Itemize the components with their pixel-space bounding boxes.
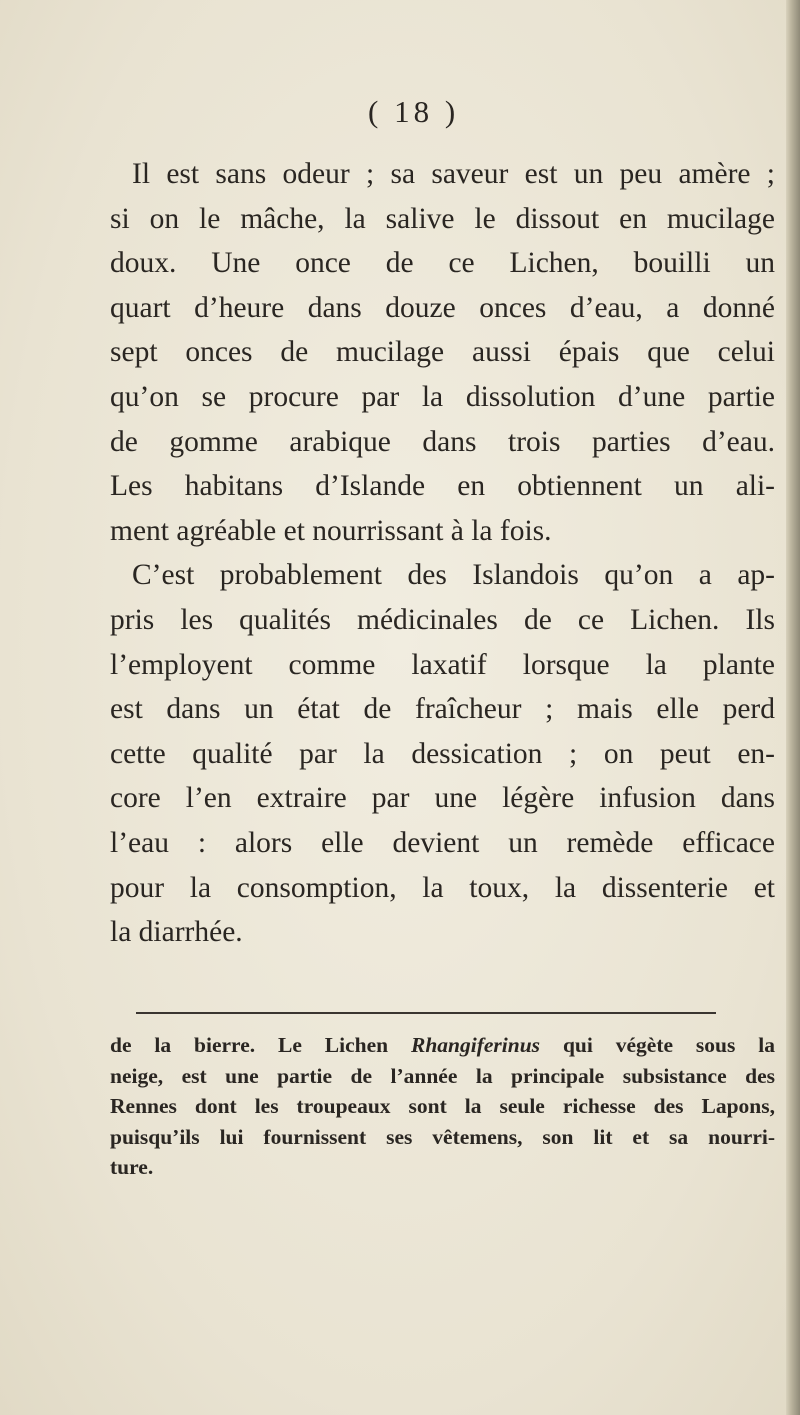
- body-text-line: Les habitans d’Islande en obtiennent un ali-: [110, 470, 775, 503]
- footnote-separator: [136, 1012, 716, 1014]
- body-text-line: la diarrhée.: [110, 916, 243, 949]
- footnote-line: ture.: [110, 1155, 154, 1179]
- body-text-line: Il est sans odeur ; sa saveur est un peu amère ;: [132, 158, 775, 190]
- footnote-line: neige, est une partie de l’année la principale subsistance des: [110, 1063, 775, 1088]
- body-text-line: ment agréable et nourrissant à la fois.: [110, 514, 552, 547]
- body-text-line: C’est probablement des Islandois qu’on a ap-: [132, 559, 775, 592]
- main-text-block: [110, 152, 775, 955]
- body-text-line: quart d’heure dans douze onces d’eau, a donné: [110, 291, 775, 324]
- body-text-line: sept onces de mucilage aussi épais que celui: [110, 336, 775, 369]
- footnote-line: [110, 1030, 775, 1061]
- body-text-line: cette qualité par la dessication ; on peut en-: [110, 737, 775, 770]
- footnote-species-name: Rhangiferinus: [411, 1033, 541, 1057]
- body-text-line: pour la consomption, la toux, la dissenterie et: [110, 871, 775, 904]
- footnote-line: Rennes dont les troupeaux sont la seule richesse des Lapons,: [110, 1094, 775, 1118]
- body-text-line: de gomme arabique dans trois parties d’eau.: [110, 425, 775, 458]
- body-text-line: qu’on se procure par la dissolution d’une partie: [110, 380, 775, 413]
- footnote-block: [110, 1030, 775, 1183]
- footnote-text: de la bierre. Le Lichen: [110, 1033, 411, 1057]
- page-edge-shadow: [786, 0, 800, 1415]
- body-text-line: doux. Une once de ce Lichen, bouilli un: [110, 247, 775, 280]
- body-text-line: pris les qualités médicinales de ce Lichen. Ils: [110, 603, 775, 636]
- footnote-text: qui végète sous la: [540, 1033, 775, 1057]
- page-number: ( 18 ): [368, 94, 460, 129]
- footnote-line: puisqu’ils lui fournissent ses vêtemens, son lit et sa nourri-: [110, 1124, 775, 1149]
- body-text-line: l’eau : alors elle devient un remède efficace: [110, 826, 775, 859]
- body-text-line: l’employent comme laxatif lorsque la plante: [110, 648, 775, 681]
- body-text-line: est dans un état de fraîcheur ; mais elle perd: [110, 693, 775, 726]
- body-text-line: core l’en extraire par une légère infusion dans: [110, 782, 775, 815]
- body-text-line: si on le mâche, la salive le dissout en mucilage: [110, 202, 775, 235]
